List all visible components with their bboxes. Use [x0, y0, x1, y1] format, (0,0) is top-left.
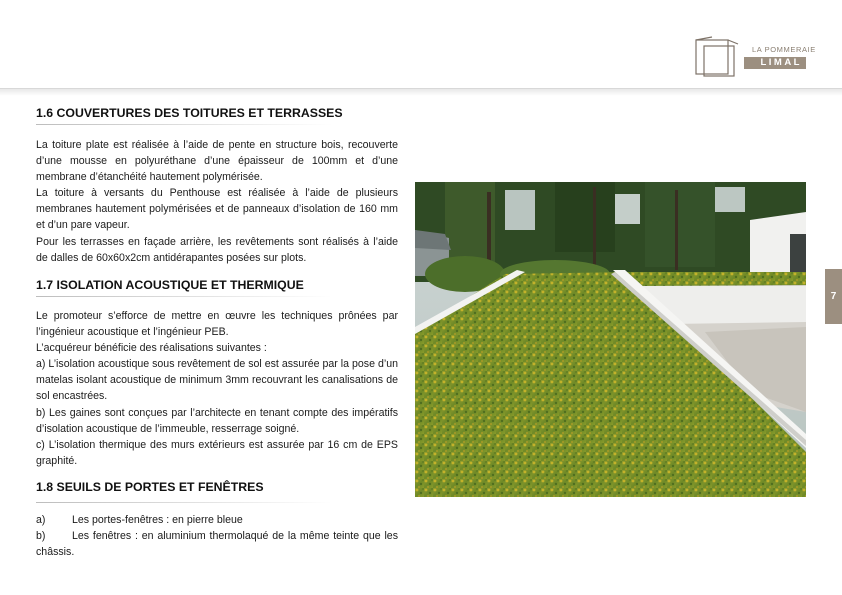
- paragraph: La toiture à versants du Penthouse est réalisée à l’aide de plusieurs membranes hautement polymérisées et de panneaux d’isolation de 160 mm et d’un pare vapeur.: [36, 187, 398, 232]
- header-divider: [0, 88, 842, 89]
- paragraph: Le promoteur s’efforce de mettre en œuvre les techniques prônées par l’ingénieur acoustique et l’ingénieur PEB.: [36, 310, 398, 339]
- list-item-letter: a): [36, 514, 46, 526]
- page-number-tab: 7: [825, 269, 842, 324]
- section-1-7-body: [36, 308, 398, 469]
- logo-line1: LA POMMERAIE: [752, 45, 816, 54]
- list-item: [36, 528, 398, 560]
- header-shadow: [0, 88, 842, 96]
- section-1-6-body: [36, 137, 398, 266]
- paragraph: L’acquéreur bénéficie des réalisations suivantes :: [36, 342, 267, 355]
- green-roof-photo: [415, 182, 806, 497]
- section-rule: [36, 124, 332, 125]
- logo-line2: LIMAL: [744, 57, 806, 69]
- list-item-text: Les fenêtres : en aluminium thermolaqué de la même teinte que les châssis.: [36, 530, 398, 559]
- section-title-1-6: 1.6 COUVERTURES DES TOITURES ET TERRASSES: [36, 106, 343, 120]
- section-rule: [36, 296, 332, 297]
- paragraph: Pour les terrasses en façade arrière, les revêtements sont réalisés à l’aide de dalles de 60x60x2cm antidérapantes posées sur plots.: [36, 235, 398, 264]
- list-item-text: Les portes-fenêtres : en pierre bleue: [72, 514, 243, 526]
- paragraph: La toiture plate est réalisée à l’aide de pente en structure bois, recouverte d’une mousse en polyuréthane d’une épaisseur de 100mm et d’une membrane d’étanchéité hautement polymérisée.: [36, 139, 398, 184]
- section-rule: [36, 502, 332, 503]
- section-title-1-8: 1.8 SEUILS DE PORTES ET FENÊTRES: [36, 480, 264, 494]
- paragraph: b) Les gaines sont conçues par l’architecte en tenant compte des impératifs d’isolation acoustique de l’immeuble, resserrage soigné.: [36, 406, 398, 435]
- list-item: [36, 512, 398, 528]
- green-roof-photo-icon: [415, 182, 806, 497]
- section-title-1-7: 1.7 ISOLATION ACOUSTIQUE ET THERMIQUE: [36, 278, 304, 292]
- list-item-letter: b): [36, 530, 46, 542]
- brand-logo: [694, 36, 816, 80]
- paragraph: c) L’isolation thermique des murs extérieurs est assurée par 16 cm de EPS graphité.: [36, 438, 398, 467]
- paragraph: a) L’isolation acoustique sous revêtement de sol est assurée par la pose d’un matelas isolant acoustique de minimum 3mm recouvrant les canalisations de sol encastrées.: [36, 358, 398, 403]
